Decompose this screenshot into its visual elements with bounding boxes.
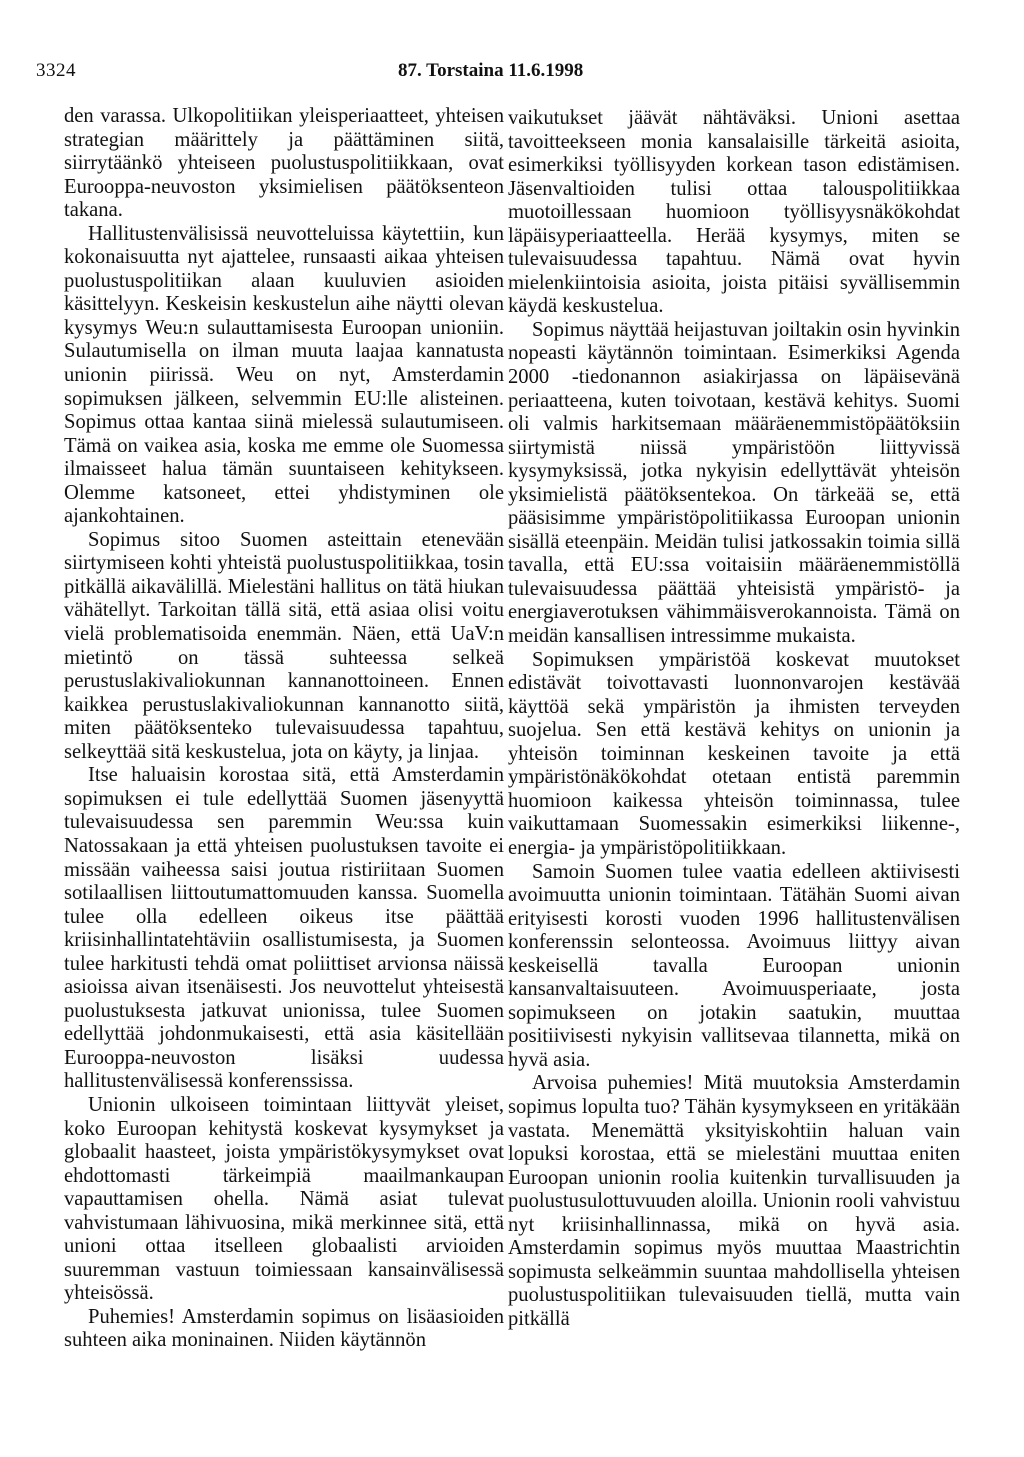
paragraph: Sopimus näyttää heijastuvan joiltakin osin hyvinkin nopeasti käytännön toimintaan. Esimerkiksi Agenda 2000 -tiedonannon asiakirjassa on läpäisevänä periaatteena, kuten toivotaan, kestävä kehitys. Suomi oli valmis harkitsemaan määräenemmistöpäätöksiin siirtymistä niissä ympäristöön liittyvissä kysymyksissä, jotka nykyisin edellyttävät yhteisön yksimielistä päätöksentekoa. On tärkeää se, että pääsisimme ympäristöpolitiikassa Euroopan unionin sisällä eteenpäin. Meidän tulisi jatkossakin toimia sillä tavalla, että EU:ssa voitaisiin määräenemmistöllä tulevaisuudessa päättää yhteisistä ympäristö- ja energiaverotuksen vähimmäisverokannoista. Tämä on meidän kansallisen intressimme mukaista. xyxy=(508,318,960,648)
paragraph: Sopimuksen ympäristöä koskevat muutokset edistävät toivottavasti luonnonvarojen kestävää käyttöä sekä ympäristön ja ihmisten terveyden suojelua. Sen että kestävä kehitys on unionin ja yhteisön toiminnan keskeinen tavoite ja että ympäristönäkökohdat otetaan entistä paremmin huomioon kaikessa yhteisön toiminnassa, tulee vaikuttamaan Suomessakin esimerkiksi liikenne-, energia- ja ympäristöpolitiikkaan. xyxy=(508,648,960,859)
paragraph: Samoin Suomen tulee vaatia edelleen aktiivisesti avoimuutta unionin toimintaan. Tätähän Suomi aivan erityisesti korosti vuoden 1996 hallitustenvälisen konferenssin selonteossa. Avoimuus liittyy aivan keskeisellä tavalla Euroopan unionin kansanvaltaisuuteen. Avoimuusperiaate, josta sopimukseen on jotakin saatukin, muuttaa positiivisesti nykyisin vallitsevaa tilannetta, mikä on hyvä asia. xyxy=(508,860,960,1071)
paragraph: Sopimus sitoo Suomen asteittain etenevään siirtymiseen kohti yhteistä puolustuspolitiikkaa, tosin pitkällä aikavälillä. Mielestäni hallitus on tätä hiukan vähätellyt. Tarkoitan tällä sitä, että asiaa olisi voitu vielä problematisoida enemmän. Näen, että UaV:n mietintö on tässä suhteessa selkeä perustuslakivaliokunnan kannanottoineen. Ennen kaikkea perustuslakivaliokunnan kannanotto siitä, miten päätöksenteko tulevaisuudessa tapahtuu, selkeyttää sitä keskustelua, jota on käyty, ja linjaa. xyxy=(64,528,504,763)
paragraph: den varassa. Ulkopolitiikan yleisperiaatteet, yhteisen strategian määrittely ja päättäminen siitä, siirrytäänkö yhteiseen puolustuspolitiikkaan, ovat Eurooppa-neuvoston yksimielisen päätöksenteon takana. xyxy=(64,105,504,222)
page-header xyxy=(36,60,988,86)
paragraph: Arvoisa puhemies! Mitä muutoksia Amsterdamin sopimus lopulta tuo? Tähän kysymykseen en yritäkään vastata. Menemättä yksityiskohtiin haluan vain lopuksi korostaa, että se mielestäni muuttaa eniten Euroopan unionin roolia kuitenkin turvallisuuden ja puolustusulottuvuuden aloilla. Unionin rooli vahvistuu nyt kriisinhallinnassa, mikä on hyvä asia. Amsterdamin sopimus myös muuttaa Maastrichtin sopimusta selkeämmin suuntaa mahdollisella yhteisen puolustuspolitiikan tulevaisuuden tiellä, mutta vain pitkällä xyxy=(508,1072,960,1330)
paragraph: Hallitustenvälisissä neuvotteluissa käytettiin, kun kokonaisuutta nyt ajattelee, runsaasti aikaa yhteisen puolustuspolitiikan alaan kuuluvien asioiden käsittelyyn. Keskeisin keskustelun aihe näytti olevan kysymys Weu:n sulauttamisesta Euroopan unioniin. Sulautumisella on ilman muuta laajaa kannatusta unionin piirissä. Weu on nyt, Amsterdamin sopimuksen jälkeen, selvemmin EU:lle alisteinen. Sopimus ottaa kantaa siinä mielessä sulautumiseen. Tämä on vaikea asia, koska me emme ole Suomessa ilmaisseet halua tämän suuntaiseen kehitykseen. Olemme katsoneet, ettei yhdistyminen ole ajankohtainen. xyxy=(64,222,504,528)
paragraph: Itse haluaisin korostaa sitä, että Amsterdamin sopimuksen ei tule edellyttää Suomen jäsenyyttä tulevaisuudessa sen paremmin Weu:ssa kuin Natossakaan ja että yhteisen puolustuksen tavoite ei missään vaiheessa saisi joutua ristiriitaan Suomen sotilaallisen liittoutumattomuuden kanssa. Suomella tulee olla edelleen oikeus itse päättää kriisinhallintatehtäviin osallistumisesta, ja Suomen tulee harkitusti tehdä omat poliittiset arvionsa näissä asioissa aivan itsenäisesti. Jos neuvottelut yhteisestä puolustuksesta jatkuvat unionissa, tulee Suomen edellyttää johdonmukaisesti, että asia käsitellään Eurooppa-neuvoston lisäksi uudessa hallitustenvälisessä konferenssissa. xyxy=(64,764,504,1093)
paragraph: vaikutukset jäävät nähtäväksi. Unioni asettaa tavoitteekseen monia kansalaisille tärkeitä asioita, esimerkiksi työllisyyden korkean tason edistämisen. Jäsenvaltioiden tulisi ottaa talouspolitiikkaa muotoillessaan huomioon työllisyysnäkökohdat läpäisyperiaatteella. Herää kysymys, miten se tulevaisuudessa tapahtuu. Nämä ovat hyvin mielenkiintoisia asioita, joista pitäisi syvällisemmin käydä keskustelua. xyxy=(508,107,960,318)
session-title: 87. Torstaina 11.6.1998 xyxy=(398,60,584,81)
paragraph: Puhemies! Amsterdamin sopimus on lisäasioiden suhteen aika moninainen. Niiden käytännön xyxy=(64,1305,504,1352)
right-column xyxy=(508,107,960,1331)
left-column xyxy=(64,105,504,1353)
page-number: 3324 xyxy=(36,60,76,81)
paragraph: Unionin ulkoiseen toimintaan liittyvät yleiset, koko Euroopan kehitystä koskevat kysymykset ja globaalit haasteet, joista ympäristökysymykset ovat ehdottomasti tärkeimpiä maailmankaupan vapauttamisen ohella. Nämä asiat tulevat vahvistumaan lähivuosina, mikä merkinnee sitä, että unioni ottaa itselleen globaalisti arvioiden suuremman vastuun toimiessaan kansainvälisessä yhteisössä. xyxy=(64,1093,504,1305)
